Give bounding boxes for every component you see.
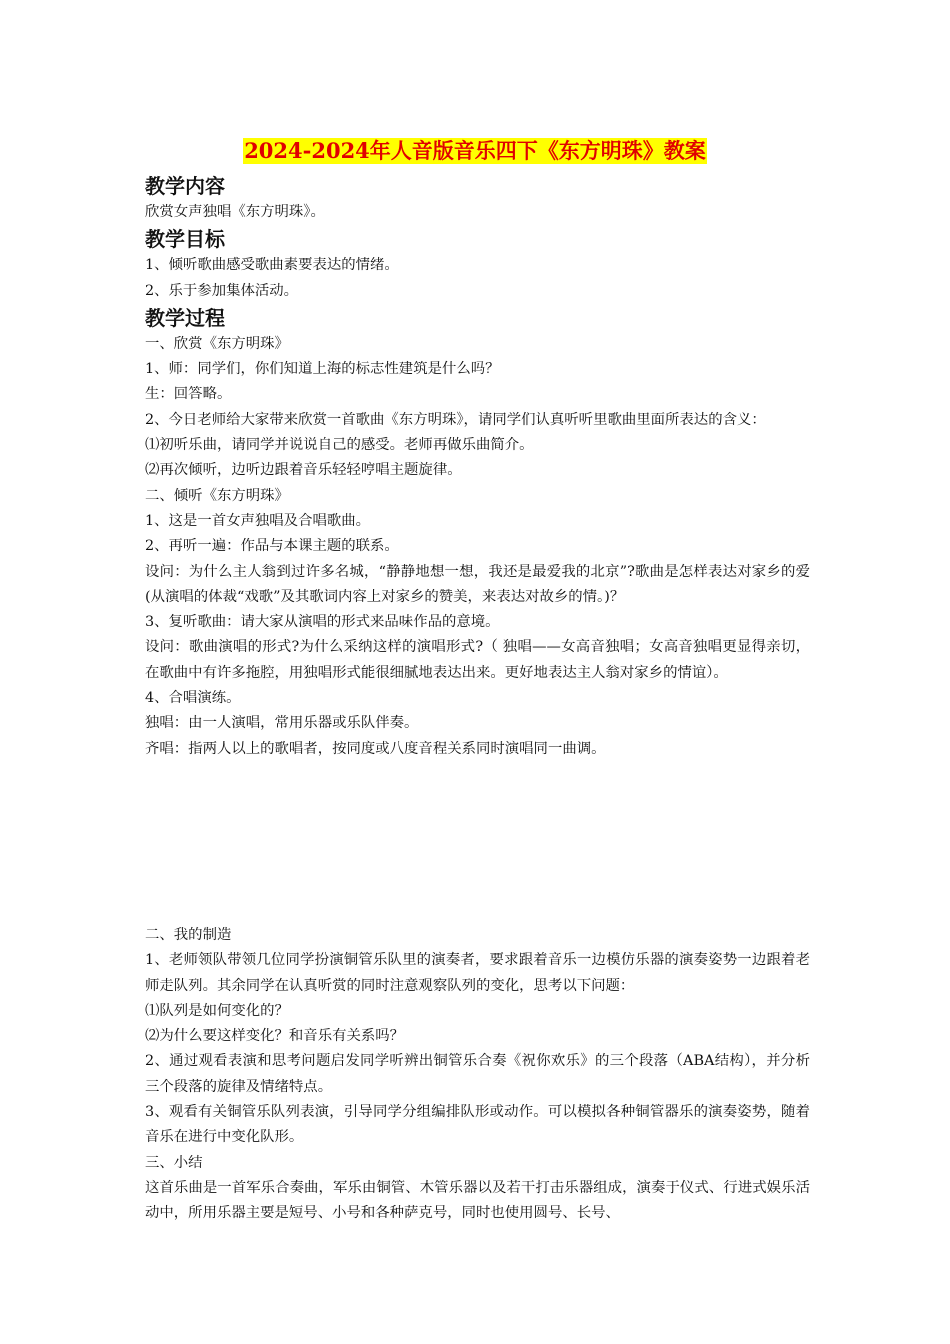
paragraph: 3、观看有关铜管乐队列表演，引导同学分组编排队形或动作。可以模拟各种铜管器乐的演奏姿势，随着音乐在进行中变化队形。 (145, 1104, 810, 1146)
section-heading-process: 教学过程 (145, 305, 225, 330)
paragraph: 生：回答略。 (145, 386, 232, 403)
document-title: 2024-2024年人音版音乐四下《东方明珠》教案 (244, 138, 706, 163)
paragraph: 1、师：同学们，你们知道上海的标志性建筑是什么吗？ (145, 361, 500, 378)
paragraph: 设问：歌曲演唱的形式?为什么采纳这样的演唱形式?（ 独唱——女高音独唱；女高音独唱更显得亲切，在歌曲中有许多拖腔，用独唱形式能很细腻地表达出来。更好地表达主人翁对家乡的情谊）。 (145, 639, 810, 681)
paragraph: 三、小结 (145, 1154, 203, 1171)
paragraph: 一、欣赏《东方明珠》 (145, 335, 289, 352)
section-heading-objectives: 教学目标 (145, 227, 225, 252)
paragraph: 齐唱：指两人以上的歌唱者，按同度或八度音程关系同时演唱同一曲调。 (145, 740, 606, 757)
paragraph: ⑴初听乐曲，请同学并说说自己的感受。老师再做乐曲简介。 (145, 437, 534, 454)
paragraph: 独唱：由一人演唱，常用乐器或乐队伴奏。 (145, 715, 419, 732)
paragraph: 二、倾听《东方明珠》 (145, 487, 289, 504)
continuation-content (145, 923, 810, 1227)
paragraph: 二、我的制造 (145, 927, 232, 943)
paragraph: 2、乐于参加集体活动。 (145, 282, 299, 299)
paragraph: 1、老师领队带领几位同学扮演铜管乐队里的演奏者，要求跟着音乐一边模仿乐器的演奏姿势一边跟着老师走队列。其余同学在认真听赏的同时注意观察队列的变化，思考以下问题： (145, 952, 810, 994)
paragraph: 2、通过观看表演和思考问题启发同学听辨出铜管乐合奏《祝你欢乐》的三个段落（ABA结构），并分析三个段落的旋律及情绪特点。 (145, 1053, 810, 1095)
paragraph: 设问：为什么主人翁到过许多名城，“静静地想一想，我还是最爱我的北京”?歌曲是怎样表达对家乡的爱(从演唱的体裁“戏歌”及其歌词内容上对家乡的赞美，来表达对故乡的情。)？ (145, 563, 810, 605)
paragraph: ⑴队列是如何变化的？ (145, 1002, 289, 1019)
paragraph: 1、这是一首女声独唱及合唱歌曲。 (145, 512, 371, 529)
title-container (0, 138, 950, 164)
main-content (145, 172, 810, 762)
paragraph: 这首乐曲是一首军乐合奏曲，军乐由铜管、木管乐器以及若干打击乐器组成，演奏于仪式、行进式娱乐活动中，所用乐器主要是短号、小号和各种萨克号，同时也使用圆号、长号、 (145, 1179, 810, 1222)
paragraph: 3、复听歌曲：请大家从演唱的形式来品味作品的意境。 (145, 614, 500, 631)
paragraph: 4、合唱演练。 (145, 690, 241, 707)
paragraph: ⑵为什么要这样变化？和音乐有关系吗？ (145, 1028, 405, 1045)
paragraph: 2、再听一遍：作品与本课主题的联系。 (145, 538, 399, 555)
paragraph: 2、今日老师给大家带来欣赏一首歌曲《东方明珠》，请同学们认真听听里歌曲里面所表达的含义： (145, 411, 766, 428)
paragraph: 欣赏女声独唱《东方明珠》。 (145, 204, 325, 220)
section-heading-content: 教学内容 (145, 174, 225, 198)
paragraph: ⑵再次倾听，边听边跟着音乐轻轻哼唱主题旋律。 (145, 462, 462, 479)
paragraph: 1、倾听歌曲感受歌曲素要表达的情绪。 (145, 257, 399, 274)
